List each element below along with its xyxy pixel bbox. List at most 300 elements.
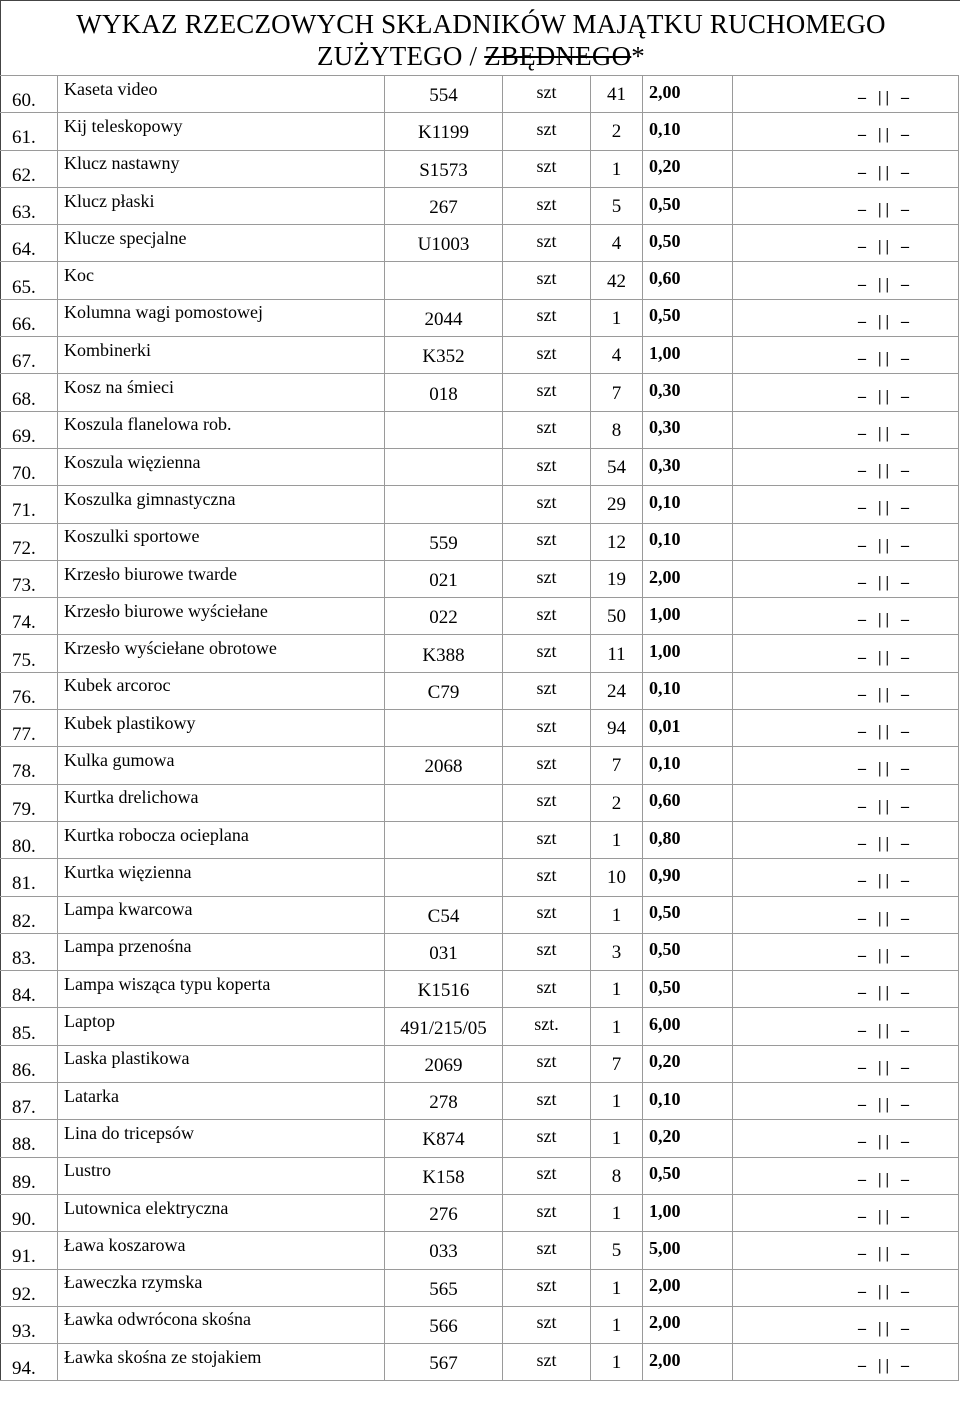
ditto-mark: – || –: [857, 574, 914, 591]
ditto-mark: – || –: [857, 1208, 914, 1226]
ditto-cell: [733, 933, 959, 970]
unit-of-measure: szt: [503, 411, 591, 448]
ditto-cell: [733, 560, 959, 597]
ditto-cell: [733, 225, 959, 262]
unit-of-measure: szt: [503, 113, 591, 150]
unit-of-measure: szt: [503, 560, 591, 597]
unit-value: 2,00: [643, 560, 733, 597]
unit-value: 0,50: [643, 971, 733, 1008]
table-row: [1, 187, 959, 224]
inventory-code: [385, 784, 503, 821]
quantity: 1: [591, 150, 643, 187]
item-number: 72.: [1, 523, 58, 560]
unit-of-measure: szt: [503, 1083, 591, 1120]
ditto-mark: – || –: [857, 499, 914, 517]
quantity: 42: [591, 262, 643, 299]
inventory-code: 031: [385, 933, 503, 970]
title-text-used: ZUŻYTEGO /: [317, 41, 485, 71]
document-title-line-1: WYKAZ RZECZOWYCH SKŁADNIKÓW MAJĄTKU RUCHOMEGO: [76, 9, 886, 39]
quantity: 2: [591, 784, 643, 821]
item-number: 82.: [1, 896, 58, 933]
inventory-code: K352: [385, 337, 503, 374]
ditto-cell: [733, 1120, 959, 1157]
quantity: 1: [591, 1306, 643, 1343]
title-asterisk: *: [631, 41, 645, 71]
table-row: [1, 1045, 959, 1082]
quantity: 1: [591, 1083, 643, 1120]
unit-value: 0,60: [643, 784, 733, 821]
item-name: Ławka odwrócona skośna: [58, 1306, 385, 1343]
quantity: 24: [591, 672, 643, 709]
inventory-code: K388: [385, 635, 503, 672]
unit-value: 0,50: [643, 933, 733, 970]
item-number: 81.: [1, 859, 58, 896]
ditto-cell: [733, 113, 959, 150]
table-row: [1, 1083, 959, 1120]
ditto-mark: – || –: [857, 1021, 914, 1039]
unit-value: 0,10: [643, 523, 733, 560]
ditto-mark: – || –: [857, 723, 914, 741]
unit-of-measure: szt: [503, 710, 591, 747]
item-number: 79.: [1, 784, 58, 821]
ditto-mark: – || –: [857, 163, 914, 181]
quantity: 12: [591, 523, 643, 560]
table-row: [1, 76, 959, 113]
ditto-cell: [733, 187, 959, 224]
table-row: [1, 225, 959, 262]
unit-of-measure: szt: [503, 747, 591, 784]
unit-of-measure: szt: [503, 523, 591, 560]
ditto-cell: [733, 747, 959, 784]
table-row: [1, 1232, 959, 1269]
item-number: 60.: [1, 76, 58, 113]
item-number: 88.: [1, 1120, 58, 1157]
item-name: Kurtka robocza ocieplana: [58, 821, 385, 858]
unit-of-measure: szt: [503, 784, 591, 821]
item-name: Kombinerki: [58, 337, 385, 374]
table-row: [1, 1269, 959, 1306]
ditto-mark: – || –: [857, 89, 914, 107]
item-name: Kaseta video: [58, 76, 385, 113]
quantity: 1: [591, 821, 643, 858]
table-row: [1, 448, 959, 485]
document-title-line-2: [1, 40, 960, 72]
inventory-code: [385, 859, 503, 896]
table-row: [1, 1008, 959, 1045]
ditto-cell: [733, 821, 959, 858]
ditto-cell: [733, 1269, 959, 1306]
unit-of-measure: szt: [503, 672, 591, 709]
unit-value: 0,50: [643, 225, 733, 262]
item-name: Lampa przenośna: [58, 933, 385, 970]
unit-value: 0,50: [643, 187, 733, 224]
unit-value: 0,50: [643, 1157, 733, 1194]
item-name: Koszula więzienna: [58, 448, 385, 485]
item-name: Laska plastikowa: [58, 1045, 385, 1082]
item-number: 89.: [1, 1157, 58, 1194]
ditto-cell: [733, 411, 959, 448]
item-number: 87.: [1, 1083, 58, 1120]
ditto-mark: – || –: [857, 424, 914, 442]
title-block: [0, 0, 960, 75]
unit-value: 0,30: [643, 448, 733, 485]
item-name: Koszulki sportowe: [58, 523, 385, 560]
item-name: Kolumna wagi pomostowej: [58, 299, 385, 336]
unit-of-measure: szt: [503, 225, 591, 262]
title-text-redundant-struck: ZBĘDNEGO: [484, 41, 632, 71]
item-number: 84.: [1, 971, 58, 1008]
inventory-code: 2044: [385, 299, 503, 336]
table-row: [1, 1194, 959, 1231]
item-number: 80.: [1, 821, 58, 858]
unit-value: 0,80: [643, 821, 733, 858]
item-name: Ława koszarowa: [58, 1232, 385, 1269]
quantity: 11: [591, 635, 643, 672]
ditto-mark: – || –: [857, 126, 914, 144]
table-row: [1, 262, 959, 299]
item-name: Latarka: [58, 1083, 385, 1120]
item-name: Krzesło wyściełane obrotowe: [58, 635, 385, 672]
item-number: 86.: [1, 1045, 58, 1082]
item-number: 92.: [1, 1269, 58, 1306]
ditto-mark: – || –: [857, 685, 914, 703]
item-number: 90.: [1, 1194, 58, 1231]
ditto-mark: – || –: [857, 387, 914, 405]
ditto-mark: – || –: [857, 1245, 914, 1263]
quantity: 1: [591, 1269, 643, 1306]
quantity: 19: [591, 560, 643, 597]
inventory-code: 2068: [385, 747, 503, 784]
ditto-mark: – || –: [857, 648, 914, 666]
ditto-cell: [733, 1157, 959, 1194]
inventory-code: 559: [385, 523, 503, 560]
item-number: 65.: [1, 262, 58, 299]
inventory-code: 021: [385, 560, 503, 597]
unit-of-measure: szt: [503, 1232, 591, 1269]
unit-value: 0,10: [643, 672, 733, 709]
inventory-code: 565: [385, 1269, 503, 1306]
item-name: Klucz nastawny: [58, 150, 385, 187]
table-row: [1, 821, 959, 858]
ditto-mark: – || –: [857, 462, 914, 480]
ditto-mark: – || –: [857, 201, 914, 219]
quantity: 29: [591, 486, 643, 523]
inventory-code: K874: [385, 1120, 503, 1157]
ditto-cell: [733, 1232, 959, 1269]
unit-of-measure: szt: [503, 1344, 591, 1381]
table-row: [1, 486, 959, 523]
unit-of-measure: szt: [503, 635, 591, 672]
inventory-code: 018: [385, 374, 503, 411]
quantity: 7: [591, 374, 643, 411]
item-name: Kurtka drelichowa: [58, 784, 385, 821]
ditto-cell: [733, 598, 959, 635]
inventory-code: K1516: [385, 971, 503, 1008]
unit-value: 0,30: [643, 411, 733, 448]
item-number: 73.: [1, 560, 58, 597]
unit-of-measure: szt: [503, 859, 591, 896]
ditto-cell: [733, 299, 959, 336]
quantity: 41: [591, 76, 643, 113]
unit-value: 0,30: [643, 374, 733, 411]
unit-value: 0,10: [643, 486, 733, 523]
unit-of-measure: szt: [503, 1194, 591, 1231]
inventory-code: K1199: [385, 113, 503, 150]
quantity: 1: [591, 1008, 643, 1045]
inventory-code: [385, 486, 503, 523]
ditto-cell: [733, 1306, 959, 1343]
inventory-code: [385, 710, 503, 747]
unit-value: 1,00: [643, 337, 733, 374]
ditto-mark: – || –: [857, 1282, 914, 1300]
unit-of-measure: szt: [503, 1120, 591, 1157]
ditto-mark: – || –: [857, 1357, 914, 1375]
unit-of-measure: szt: [503, 933, 591, 970]
unit-value: 5,00: [643, 1232, 733, 1269]
item-name: Laptop: [58, 1008, 385, 1045]
inventory-code: C54: [385, 896, 503, 933]
item-number: 68.: [1, 374, 58, 411]
item-name: Lina do tricepsów: [58, 1120, 385, 1157]
ditto-mark: – || –: [857, 350, 914, 368]
inventory-table-body: [1, 76, 959, 1381]
unit-value: 0,50: [643, 896, 733, 933]
item-name: Klucz płaski: [58, 187, 385, 224]
quantity: 5: [591, 1232, 643, 1269]
quantity: 1: [591, 971, 643, 1008]
unit-of-measure: szt: [503, 971, 591, 1008]
unit-value: 0,20: [643, 150, 733, 187]
item-number: 62.: [1, 150, 58, 187]
unit-value: 0,60: [643, 262, 733, 299]
unit-of-measure: szt: [503, 262, 591, 299]
item-name: Lutownica elektryczna: [58, 1194, 385, 1231]
item-number: 94.: [1, 1344, 58, 1381]
inventory-code: [385, 448, 503, 485]
item-name: Koc: [58, 262, 385, 299]
quantity: 1: [591, 1194, 643, 1231]
table-row: [1, 1157, 959, 1194]
item-name: Krzesło biurowe twarde: [58, 560, 385, 597]
unit-value: 0,50: [643, 299, 733, 336]
table-row: [1, 1344, 959, 1381]
ditto-cell: [733, 971, 959, 1008]
ditto-cell: [733, 1344, 959, 1381]
ditto-cell: [733, 262, 959, 299]
unit-of-measure: szt: [503, 1045, 591, 1082]
item-number: 70.: [1, 448, 58, 485]
ditto-mark: – || –: [857, 872, 914, 890]
quantity: 4: [591, 337, 643, 374]
unit-value: 0,10: [643, 747, 733, 784]
quantity: 10: [591, 859, 643, 896]
item-number: 83.: [1, 933, 58, 970]
inventory-code: 278: [385, 1083, 503, 1120]
unit-of-measure: szt: [503, 821, 591, 858]
quantity: 5: [591, 187, 643, 224]
item-number: 77.: [1, 710, 58, 747]
unit-value: 1,00: [643, 635, 733, 672]
ditto-mark: – || –: [857, 1319, 914, 1337]
ditto-mark: – || –: [857, 1058, 914, 1076]
ditto-mark: – || –: [857, 312, 914, 330]
table-row: [1, 337, 959, 374]
unit-of-measure: szt: [503, 150, 591, 187]
item-name: Ławka skośna ze stojakiem: [58, 1344, 385, 1381]
inventory-code: 567: [385, 1344, 503, 1381]
inventory-table: [0, 75, 959, 1381]
inventory-code: 491/215/05: [385, 1008, 503, 1045]
ditto-cell: [733, 523, 959, 560]
table-row: [1, 113, 959, 150]
inventory-code: 276: [385, 1194, 503, 1231]
quantity: 1: [591, 1344, 643, 1381]
item-number: 78.: [1, 747, 58, 784]
table-row: [1, 1120, 959, 1157]
table-row: [1, 672, 959, 709]
item-number: 61.: [1, 113, 58, 150]
unit-of-measure: szt: [503, 299, 591, 336]
table-row: [1, 598, 959, 635]
unit-value: 6,00: [643, 1008, 733, 1045]
item-name: Kij teleskopowy: [58, 113, 385, 150]
table-row: [1, 896, 959, 933]
quantity: 2: [591, 113, 643, 150]
table-row: [1, 1306, 959, 1343]
ditto-cell: [733, 896, 959, 933]
quantity: 8: [591, 411, 643, 448]
unit-of-measure: szt.: [503, 1008, 591, 1045]
ditto-mark: – || –: [857, 909, 914, 927]
item-number: 74.: [1, 598, 58, 635]
unit-value: 1,00: [643, 1194, 733, 1231]
inventory-code: C79: [385, 672, 503, 709]
ditto-cell: [733, 859, 959, 896]
item-name: Kurtka więzienna: [58, 859, 385, 896]
item-name: Kubek plastikowy: [58, 710, 385, 747]
ditto-mark: – || –: [857, 760, 914, 778]
unit-value: 1,00: [643, 598, 733, 635]
item-name: Koszula flanelowa rob.: [58, 411, 385, 448]
quantity: 1: [591, 896, 643, 933]
table-row: [1, 411, 959, 448]
unit-of-measure: szt: [503, 1157, 591, 1194]
ditto-mark: – || –: [857, 1170, 914, 1188]
ditto-cell: [733, 337, 959, 374]
item-name: Kulka gumowa: [58, 747, 385, 784]
table-row: [1, 299, 959, 336]
ditto-cell: [733, 150, 959, 187]
unit-of-measure: szt: [503, 1306, 591, 1343]
unit-value: 2,00: [643, 1344, 733, 1381]
item-name: Kubek arcoroc: [58, 672, 385, 709]
ditto-mark: – || –: [857, 984, 914, 1002]
inventory-code: U1003: [385, 225, 503, 262]
ditto-cell: [733, 1045, 959, 1082]
item-number: 67.: [1, 337, 58, 374]
ditto-mark: – || –: [857, 238, 914, 256]
quantity: 1: [591, 1120, 643, 1157]
table-row: [1, 150, 959, 187]
table-row: [1, 971, 959, 1008]
ditto-cell: [733, 374, 959, 411]
unit-of-measure: szt: [503, 598, 591, 635]
inventory-code: [385, 411, 503, 448]
ditto-cell: [733, 710, 959, 747]
inventory-code: [385, 262, 503, 299]
quantity: 4: [591, 225, 643, 262]
unit-value: 0,01: [643, 710, 733, 747]
quantity: 7: [591, 747, 643, 784]
ditto-mark: – || –: [857, 611, 914, 629]
inventory-code: 554: [385, 76, 503, 113]
table-row: [1, 859, 959, 896]
ditto-mark: – || –: [857, 1133, 914, 1151]
unit-value: 0,20: [643, 1120, 733, 1157]
unit-of-measure: szt: [503, 187, 591, 224]
ditto-cell: [733, 1083, 959, 1120]
quantity: 7: [591, 1045, 643, 1082]
ditto-cell: [733, 486, 959, 523]
ditto-cell: [733, 1008, 959, 1045]
ditto-cell: [733, 1194, 959, 1231]
quantity: 3: [591, 933, 643, 970]
table-row: [1, 933, 959, 970]
quantity: 8: [591, 1157, 643, 1194]
item-number: 91.: [1, 1232, 58, 1269]
inventory-code: K158: [385, 1157, 503, 1194]
unit-of-measure: szt: [503, 1269, 591, 1306]
table-row: [1, 523, 959, 560]
item-name: Krzesło biurowe wyściełane: [58, 598, 385, 635]
item-number: 71.: [1, 486, 58, 523]
item-name: Ławeczka rzymska: [58, 1269, 385, 1306]
unit-value: 0,10: [643, 1083, 733, 1120]
item-number: 69.: [1, 411, 58, 448]
ditto-cell: [733, 76, 959, 113]
inventory-code: 033: [385, 1232, 503, 1269]
inventory-code: 267: [385, 187, 503, 224]
ditto-cell: [733, 635, 959, 672]
item-number: 93.: [1, 1306, 58, 1343]
inventory-code: S1573: [385, 150, 503, 187]
ditto-mark: – || –: [857, 797, 914, 815]
unit-of-measure: szt: [503, 486, 591, 523]
table-row: [1, 784, 959, 821]
table-row: [1, 710, 959, 747]
inventory-code: 566: [385, 1306, 503, 1343]
item-name: Lampa wisząca typu koperta: [58, 971, 385, 1008]
item-name: Klucze specjalne: [58, 225, 385, 262]
unit-value: 2,00: [643, 1269, 733, 1306]
ditto-mark: – || –: [857, 1096, 914, 1114]
ditto-cell: [733, 448, 959, 485]
item-name: Kosz na śmieci: [58, 374, 385, 411]
item-name: Lampa kwarcowa: [58, 896, 385, 933]
unit-value: 0,20: [643, 1045, 733, 1082]
item-name: Lustro: [58, 1157, 385, 1194]
table-row: [1, 374, 959, 411]
ditto-cell: [733, 784, 959, 821]
table-row: [1, 747, 959, 784]
table-row: [1, 560, 959, 597]
quantity: 1: [591, 299, 643, 336]
table-row: [1, 635, 959, 672]
ditto-mark: – || –: [857, 835, 914, 853]
item-number: 66.: [1, 299, 58, 336]
unit-value: 0,10: [643, 113, 733, 150]
unit-of-measure: szt: [503, 448, 591, 485]
